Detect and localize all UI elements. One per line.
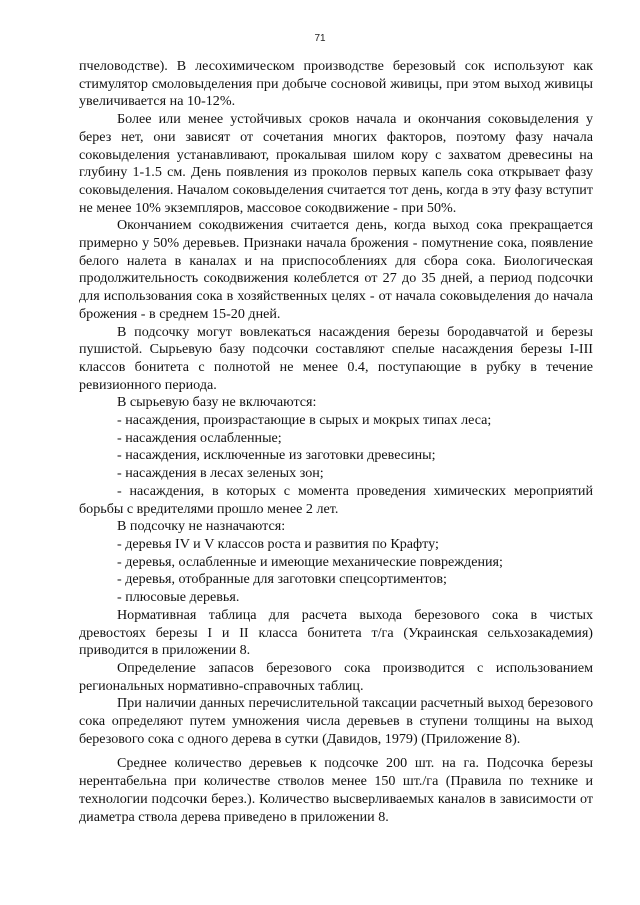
list-item: - деревья, отобранные для заготовки спецсортиментов; bbox=[117, 571, 447, 588]
paragraph: Окончанием сокодвижения считается день, когда выход сока прекращается примерно у 50% деревьев. Признаки начала брожения - помутнение сока, появление белого налета в каналах и на приспособлениях для сбора сока. Биологическая продолжительность сокодвижения колеблется от 27 до 35 дней, а период подсочки для использования сока в хозяйственных целях - от начала соковыделения до начала брожения - в среднем 15-20 дней. bbox=[79, 217, 593, 322]
list-item: - насаждения, произрастающие в сырых и мокрых типах леса; bbox=[117, 412, 492, 429]
list-heading: В сырьевую базу не включаются: bbox=[117, 394, 317, 411]
page-number: 71 bbox=[314, 33, 326, 44]
list-item: - насаждения в лесах зеленых зон; bbox=[117, 465, 324, 482]
body-text bbox=[79, 58, 593, 826]
list-item: - деревья, ослабленные и имеющие механические повреждения; bbox=[117, 553, 503, 570]
list-heading: В подсочку не назначаются: bbox=[117, 518, 286, 535]
paragraph: Среднее количество деревьев к подсочке 200 шт. на га. Подсочка березы нерентабельна при количестве стволов менее 150 шт./га (Правила по технике и технологии подсочки берез.). Количество высверливаемых каналов в зависимости от диаметра ствола дерева приведено в приложении 8. bbox=[79, 755, 593, 825]
list-item: - насаждения ослабленные; bbox=[117, 429, 282, 446]
list-item: - насаждения, исключенные из заготовки древесины; bbox=[117, 447, 436, 464]
paragraph: пчеловодстве). В лесохимическом производстве березовый сок используют как стимулятор смоловыделения при добыче сосновой живицы, при этом выход живицы увеличивается на 10-12%. bbox=[79, 58, 593, 110]
list-item: - деревья IV и V классов роста и развития по Крафту; bbox=[117, 535, 439, 552]
paragraph: В подсочку могут вовлекаться насаждения березы бородавчатой и березы пушистой. Сырьевую базу подсочки составляют спелые насаждения березы I-III классов бонитета с полнотой не менее 0.4, поступающие в рубку в течение ревизионного периода. bbox=[79, 323, 593, 393]
paragraph: Нормативная таблица для расчета выхода березового сока в чистых древостоях березы I и II класса бонитета т/га (Украинская сельхозакадемия) приводится в приложении 8. bbox=[79, 606, 593, 659]
paragraph: Определение запасов березового сока производится с использованием региональных нормативно-справочных таблиц. bbox=[79, 659, 593, 694]
paragraph: Более или менее устойчивых сроков начала и окончания соковыделения у берез нет, они зависят от сочетания многих факторов, поэтому фазу начала соковыделения устанавливают, прокалывая шилом кору с захватом древесины на глубину 1-1.5 см. День появления из проколов первых капель сока открывает фазу соковыделения. Началом соковыделения считается тот день, когда в эту фазу вступит не менее 10% экземпляров, массовое сокодвижение - при 50%. bbox=[79, 111, 593, 216]
list-item: - насаждения, в которых с момента проведения химических мероприятий борьбы с вредителями прошло менее 2 лет. bbox=[79, 482, 593, 517]
paragraph: При наличии данных перечислительной таксации расчетный выход березового сока определяют путем умножения числа деревьев в ступени толщины на выход березового сока с одного дерева в сутки (Давидов, 1979) (Приложение 8). bbox=[79, 695, 593, 747]
list-item: - плюсовые деревья. bbox=[117, 589, 240, 606]
